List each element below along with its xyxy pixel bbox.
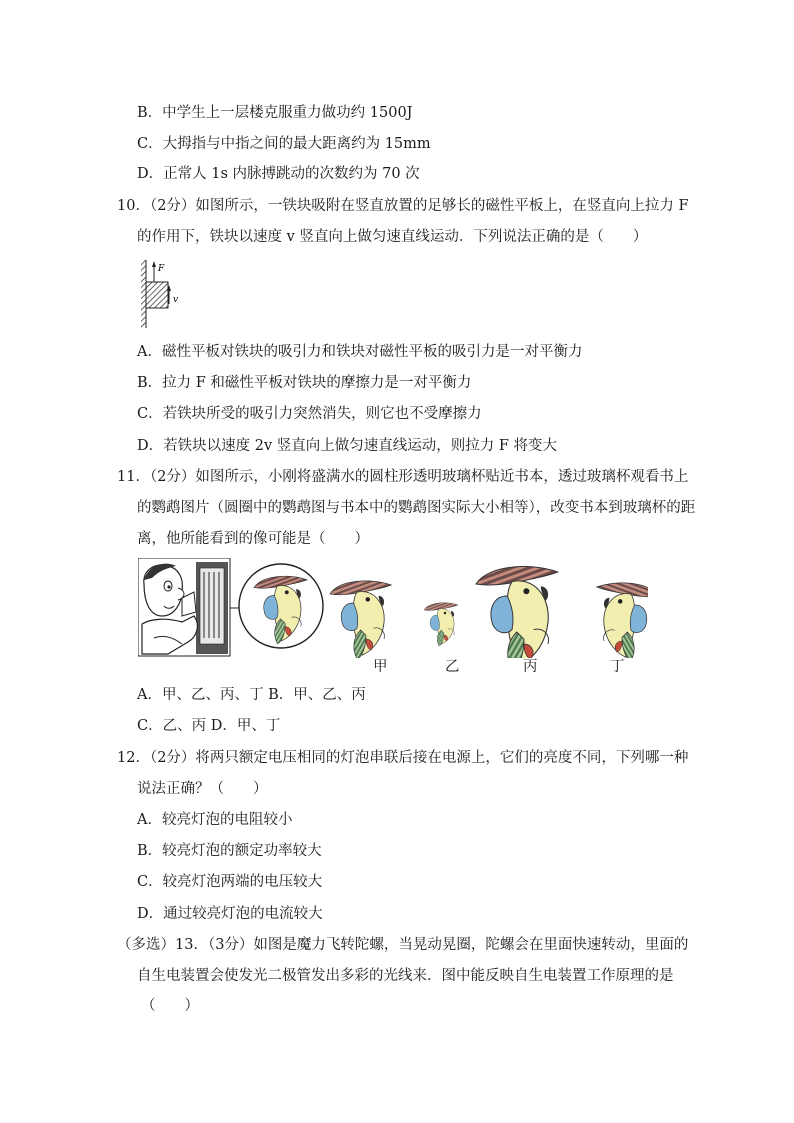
- reference-parrot-circle: [239, 564, 323, 648]
- boy-reading-illustration: [138, 558, 242, 656]
- image-label-yi: 乙: [445, 659, 460, 675]
- iron-block: [146, 282, 168, 308]
- q10-magnet-block-figure: [136, 258, 186, 330]
- image-label-bing: 丙: [523, 659, 538, 675]
- q11-stem-line3: 离，他所能看到的像可能是（ ）: [137, 531, 369, 547]
- q12-option-c: C．较亮灯泡两端的电压较大: [137, 874, 323, 890]
- q10-stem-line1: 10．（2分）如图所示，一铁块吸附在竖直放置的足够长的磁性平板上，在竖直向上拉力 F: [117, 198, 689, 214]
- q11-options-line2: C．乙、丙 D．甲、丁: [137, 718, 281, 734]
- q11-options-line1: A．甲、乙、丙、丁 B．甲、乙、丙: [137, 687, 366, 703]
- q11-stem-line2: 的鹦鹉图片（圆圈中的鹦鹉图与书本中的鹦鹉图实际大小相等），改变书本到玻璃杯的距: [137, 500, 696, 516]
- q10-option-a: A．磁性平板对铁块的吸引力和铁块对磁性平板的吸引力是一对平衡力: [137, 344, 583, 360]
- q9-option-d: D．正常人 1s 内脉搏跳动的次数约为 70 次: [137, 166, 420, 182]
- q12-option-b: B．较亮灯泡的额定功率较大: [137, 843, 322, 859]
- q10-option-c: C．若铁块所受的吸引力突然消失，则它也不受摩擦力: [137, 406, 482, 422]
- force-label: F: [158, 264, 165, 274]
- q10-option-b: B．拉力 F 和磁性平板对铁块的摩擦力是一对平衡力: [137, 375, 472, 391]
- image-label-ding: 丁: [610, 659, 625, 675]
- q10-stem-line2: 的作用下，铁块以速度 v 竖直向上做匀速直线运动．下列说法正确的是（ ）: [137, 229, 648, 245]
- q9-option-c: C．大拇指与中指之间的最大距离约为 15mm: [137, 136, 431, 152]
- image-label-jia: 甲: [373, 659, 388, 675]
- q12-option-d: D．通过较亮灯泡的电流较大: [137, 906, 323, 922]
- parrot-image-yi: [424, 603, 458, 646]
- q9-option-b: B．中学生上一层楼克服重力做功约 1500J: [137, 105, 413, 121]
- q12-stem-line2: 说法正确？（ ）: [137, 781, 268, 797]
- q13-stem-line3: （ ）: [141, 998, 199, 1014]
- parrot-image-bing: [476, 567, 558, 658]
- velocity-label: v: [173, 295, 179, 305]
- q12-option-a: A．较亮灯泡的电阻较小: [137, 812, 293, 828]
- q11-parrot-figure: [138, 558, 648, 658]
- q13-stem-line2: 自生电装置会使发光二极管发出多彩的光线来．图中能反映自生电装置工作原理的是: [137, 968, 674, 984]
- parrot-image-ding: [597, 583, 648, 658]
- q13-stem-line1: （多选）13．（3分）如图是魔力飞转陀螺，当晃动晃圈，陀螺会在里面快速转动，里面的: [117, 937, 689, 953]
- parrot-image-jia: [330, 581, 391, 658]
- q12-stem-line1: 12．（2分）将两只额定电压相同的灯泡串联后接在电源上，它们的亮度不同，下列哪一种: [117, 750, 689, 766]
- q11-stem-line1: 11．（2分）如图所示，小刚将盛满水的圆柱形透明玻璃杯贴近书本，透过玻璃杯观看书上: [117, 469, 689, 485]
- q10-option-d: D．若铁块以速度 2v 竖直向上做匀速直线运动，则拉力 F 将变大: [137, 438, 558, 454]
- magnetic-plate: [141, 260, 146, 328]
